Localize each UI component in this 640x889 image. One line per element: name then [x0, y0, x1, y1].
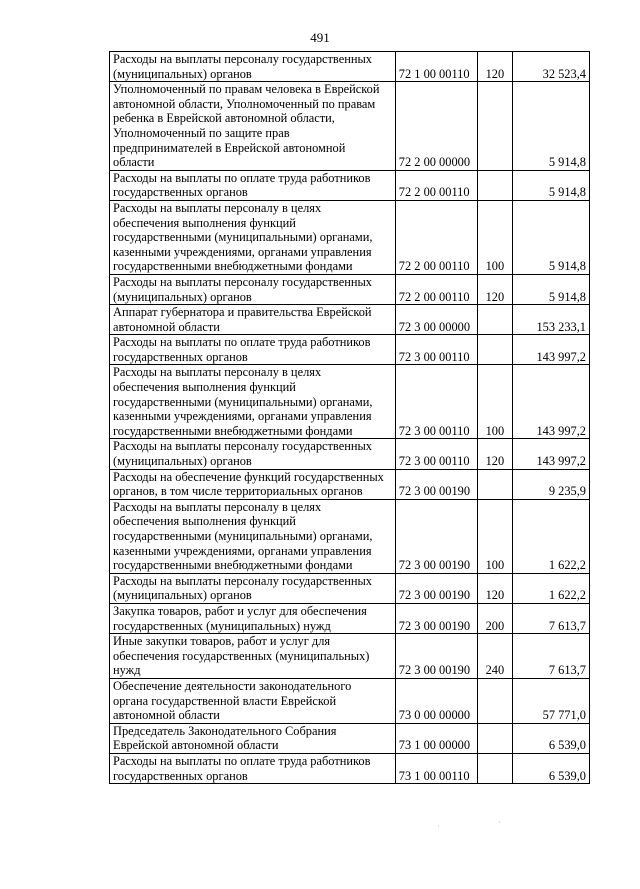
row-expense-type-cell: [478, 82, 512, 171]
table-row: [110, 170, 590, 200]
row-amount-cell: 5 914,8: [512, 82, 590, 171]
row-amount-cell: 9 235,9: [512, 469, 590, 499]
row-amount-cell: 6 539,0: [512, 723, 590, 753]
row-code-cell: 72 2 00 00110: [395, 200, 478, 274]
row-amount-cell: 5 914,8: [512, 170, 590, 200]
row-expense-type-cell: [478, 723, 512, 753]
page-number: 491: [310, 30, 330, 45]
row-amount-cell: 57 771,0: [512, 678, 590, 723]
row-code-cell: 72 3 00 00190: [395, 499, 478, 573]
table-row: [110, 52, 590, 82]
row-expense-type-cell: 100: [478, 365, 512, 439]
row-expense-type-cell: 120: [478, 439, 512, 469]
row-expense-type-cell: [478, 753, 512, 783]
budget-table: [109, 51, 590, 784]
row-name-cell: Расходы на выплаты персоналу государственных (муниципальных) органов: [110, 573, 396, 603]
table-row: [110, 469, 590, 499]
row-name-cell: Обеспечение деятельности законодательного органа государственной власти Еврейской автономной области: [110, 678, 396, 723]
row-name-cell: Аппарат губернатора и правительства Еврейской автономной области: [110, 305, 396, 335]
row-expense-type-cell: 200: [478, 603, 512, 633]
row-code-cell: 72 3 00 00000: [395, 305, 478, 335]
row-name-cell: Закупка товаров, работ и услуг для обеспечения государственных (муниципальных) нужд: [110, 603, 396, 633]
row-expense-type-cell: 100: [478, 200, 512, 274]
row-code-cell: 72 3 00 00190: [395, 469, 478, 499]
row-amount-cell: 6 539,0: [512, 753, 590, 783]
table-row: [110, 723, 590, 753]
row-code-cell: 72 3 00 00110: [395, 335, 478, 365]
table-row: [110, 365, 590, 439]
row-amount-cell: 5 914,8: [512, 274, 590, 304]
row-expense-type-cell: [478, 170, 512, 200]
row-name-cell: Расходы на обеспечение функций государственных органов, в том числе территориальных органов: [110, 469, 396, 499]
row-name-cell: Расходы на выплаты по оплате труда работников государственных органов: [110, 335, 396, 365]
table-row: [110, 200, 590, 274]
row-code-cell: 72 3 00 00110: [395, 365, 478, 439]
row-code-cell: 72 1 00 00110: [395, 52, 478, 82]
row-name-cell: Расходы на выплаты по оплате труда работников государственных органов: [110, 753, 396, 783]
row-code-cell: 73 1 00 00110: [395, 753, 478, 783]
row-expense-type-cell: 240: [478, 634, 512, 679]
table-row: [110, 634, 590, 679]
row-amount-cell: 5 914,8: [512, 200, 590, 274]
row-code-cell: 73 1 00 00000: [395, 723, 478, 753]
row-code-cell: 72 3 00 00190: [395, 573, 478, 603]
row-expense-type-cell: [478, 335, 512, 365]
table-row: [110, 753, 590, 783]
table-row: [110, 603, 590, 633]
row-expense-type-cell: [478, 305, 512, 335]
row-name-cell: Иные закупки товаров, работ и услуг для обеспечения государственных (муниципальных) нужд: [110, 634, 396, 679]
row-code-cell: 72 3 00 00190: [395, 603, 478, 633]
row-name-cell: Расходы на выплаты персоналу в целях обеспечения выполнения функций государственными (муниципальными) органами, казенными учреждениями, органами управления государственными внебюджетными фондами: [110, 365, 396, 439]
row-code-cell: 72 2 00 00110: [395, 170, 478, 200]
row-expense-type-cell: [478, 469, 512, 499]
row-code-cell: 72 3 00 00190: [395, 634, 478, 679]
row-code-cell: 72 3 00 00110: [395, 439, 478, 469]
row-name-cell: Расходы на выплаты персоналу государственных (муниципальных) органов: [110, 274, 396, 304]
row-amount-cell: 7 613,7: [512, 634, 590, 679]
row-amount-cell: 143 997,2: [512, 335, 590, 365]
row-amount-cell: 1 622,2: [512, 499, 590, 573]
row-code-cell: 72 2 00 00110: [395, 274, 478, 304]
row-expense-type-cell: 120: [478, 274, 512, 304]
table-row: [110, 274, 590, 304]
row-amount-cell: 143 997,2: [512, 439, 590, 469]
table-row: [110, 335, 590, 365]
row-expense-type-cell: 120: [478, 573, 512, 603]
table-row: [110, 439, 590, 469]
row-code-cell: 72 2 00 00000: [395, 82, 478, 171]
row-name-cell: Расходы на выплаты персоналу в целях обеспечения выполнения функций государственными (муниципальными) органами, казенными учреждениями, органами управления государственными внебюджетными фондами: [110, 499, 396, 573]
scan-mark: ·: [498, 818, 501, 827]
row-amount-cell: 143 997,2: [512, 365, 590, 439]
row-amount-cell: 1 622,2: [512, 573, 590, 603]
row-expense-type-cell: [478, 678, 512, 723]
row-expense-type-cell: 100: [478, 499, 512, 573]
table-row: [110, 573, 590, 603]
table-row: [110, 82, 590, 171]
row-name-cell: Расходы на выплаты персоналу государственных (муниципальных) органов: [110, 439, 396, 469]
row-amount-cell: 153 233,1: [512, 305, 590, 335]
scan-mark: ·: [437, 822, 440, 831]
row-amount-cell: 32 523,4: [512, 52, 590, 82]
row-amount-cell: 7 613,7: [512, 603, 590, 633]
table-row: [110, 499, 590, 573]
row-name-cell: Расходы на выплаты персоналу государственных (муниципальных) органов: [110, 52, 396, 82]
row-name-cell: Расходы на выплаты персоналу в целях обеспечения выполнения функций государственными (муниципальными) органами, казенными учреждениями, органами управления государственными внебюджетными фондами: [110, 200, 396, 274]
row-expense-type-cell: 120: [478, 52, 512, 82]
row-name-cell: Уполномоченный по правам человека в Еврейской автономной области, Уполномоченный по правам ребенка в Еврейской автономной области, Уполномоченный по защите прав предпринимателей в Еврейской автономной области: [110, 82, 396, 171]
row-name-cell: Расходы на выплаты по оплате труда работников государственных органов: [110, 170, 396, 200]
row-name-cell: Председатель Законодательного Собрания Еврейской автономной области: [110, 723, 396, 753]
table-row: [110, 678, 590, 723]
table-row: [110, 305, 590, 335]
row-code-cell: 73 0 00 00000: [395, 678, 478, 723]
